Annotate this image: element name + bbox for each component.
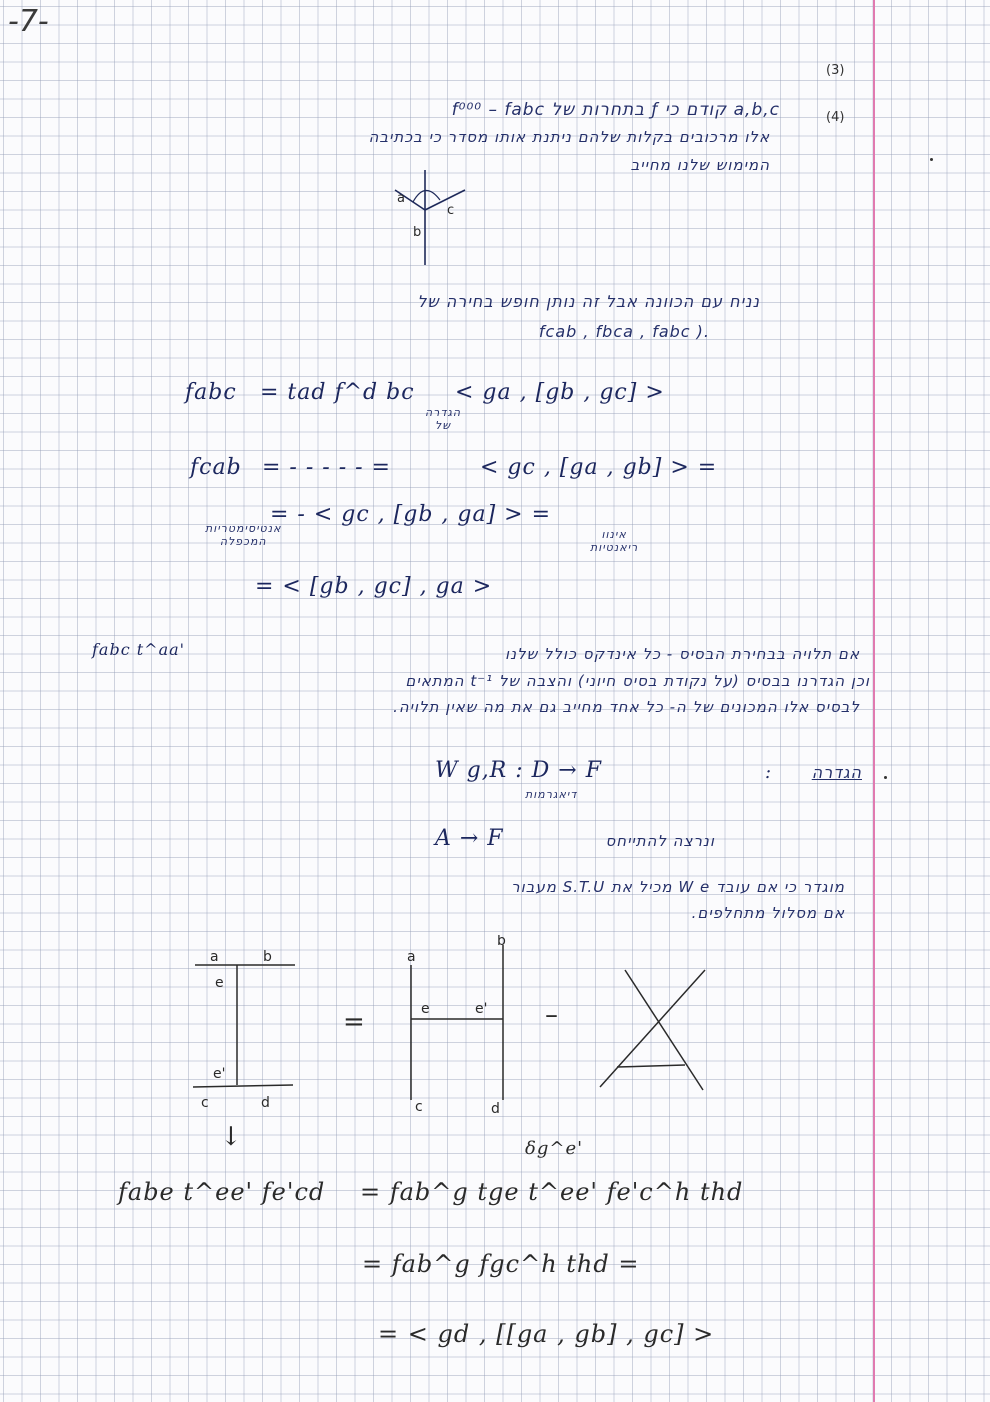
eq1-rhs1: = tad f^d bc — [260, 380, 415, 405]
margin-dot — [930, 158, 933, 161]
stu-minus: – — [545, 1000, 558, 1030]
eq4-rhs: = < [gb , gc] , ga > — [255, 574, 493, 599]
vertex-label-c: c — [447, 203, 455, 218]
eq2-dots: = - - - - - = — [262, 455, 391, 480]
equation-number-3: (3) — [826, 63, 845, 78]
stu-middle-d: d — [491, 1101, 500, 1115]
eq1-under-note: הגדרה של — [425, 406, 462, 432]
eq2-lhs: fcab — [190, 455, 242, 480]
stu-middle-b: b — [497, 935, 506, 949]
stu-left-diagram — [193, 949, 295, 1111]
final-line3: = < gd , [[ga , gb] , gc] > — [378, 1320, 715, 1348]
equation-number-4: (4) — [826, 110, 845, 125]
page-margin-line — [873, 0, 875, 1402]
stu-middle-e-prime: e' — [475, 1001, 488, 1017]
stu-left-c: c — [201, 1095, 209, 1111]
final-line2: = fab^g fgc^h thd = — [362, 1250, 640, 1278]
final-line1-rhs: = fab^g tge t^ee' fe'c^h thd — [360, 1178, 744, 1206]
definition-map: W g,R : D → F — [435, 758, 602, 783]
stu-middle-a: a — [407, 949, 416, 965]
definition-under: דיאגרמות — [525, 788, 578, 801]
stu-middle-diagram — [407, 935, 506, 1115]
stu-diagram — [185, 935, 725, 1115]
section4-line3: המימוש שלנו מחייב — [630, 156, 770, 174]
stu-middle-e: e — [421, 1001, 430, 1017]
margin-dot — [884, 776, 887, 779]
definition-label: הגדרה — [811, 763, 862, 782]
stu-left-e-prime: e' — [213, 1066, 226, 1082]
section4-line1: a,b,c קודם כי ƒ בתחרות של f⁰⁰⁰ – fabc — [451, 100, 780, 120]
definition-map2: A → F — [435, 826, 504, 851]
vertex-diagram — [385, 170, 475, 270]
remark-line1: נניח עם הכוונה אבל זה נותן חופש בחירה של — [417, 292, 760, 311]
stu-left-a: a — [210, 949, 219, 965]
note-w-line1: מוגדר כי אם עובד W e מכיל את S.T.U מעבור — [511, 878, 845, 896]
stu-left-e: e — [215, 975, 224, 991]
definition-map2-label: ונרצה להתייחס — [605, 832, 715, 850]
stu-middle-c: c — [415, 1099, 423, 1115]
remark-line2: .( fcab , fbca , fabc — [538, 322, 710, 341]
vertex-label-b: b — [413, 225, 422, 240]
paragraph2-line1: אם תלויה בבחירת הבסיס - כל אינדקס כולל שלנו — [504, 645, 860, 663]
note-w-line2: אם מסלול מתחלפים. — [691, 904, 845, 922]
vertex-label-a: a — [397, 191, 405, 206]
paragraph2-line2: וכן הגדרנו בבסיס (על נקודת בסיס חיוני) והצבה של t⁻¹ המתאים — [405, 672, 870, 690]
section4-line2: אלו מרכובים בקלות שלהם ניתנת אותו מסדר כי בכתיבה — [368, 128, 770, 146]
final-delta: δg^e' — [525, 1138, 584, 1159]
eq1-rhs2: < ga , [gb , gc] > — [455, 380, 665, 405]
stu-left-d: d — [261, 1095, 270, 1111]
stu-arrow: ↓ — [220, 1122, 242, 1152]
stu-right-diagram — [600, 970, 705, 1090]
stu-left-b: b — [263, 949, 272, 965]
stu-equals: = — [343, 1007, 365, 1037]
page-number: -7- — [8, 4, 49, 39]
final-line1-lhs: fabe t^ee' fe'cd — [118, 1178, 326, 1206]
paragraph2-line3: לבסיס אלו המכונים של ה- כל אחד מחייב גם את מה שאין תלויה. — [393, 698, 860, 716]
eq3-rhs: = - < gc , [gb , ga] > = — [270, 502, 552, 527]
definition-colon: : — [765, 762, 773, 783]
eq3-note-invariance: אינוו ריאנטיות — [590, 528, 639, 554]
eq3-note-antisymmetry: אנטיסימטריות המכפלה — [205, 522, 282, 548]
eq2-rhs: < gc , [ga , gb] > = — [480, 455, 718, 480]
paragraph2-line1-math: fabc t^aa' — [92, 640, 186, 659]
eq1-lhs: fabc — [185, 380, 237, 405]
